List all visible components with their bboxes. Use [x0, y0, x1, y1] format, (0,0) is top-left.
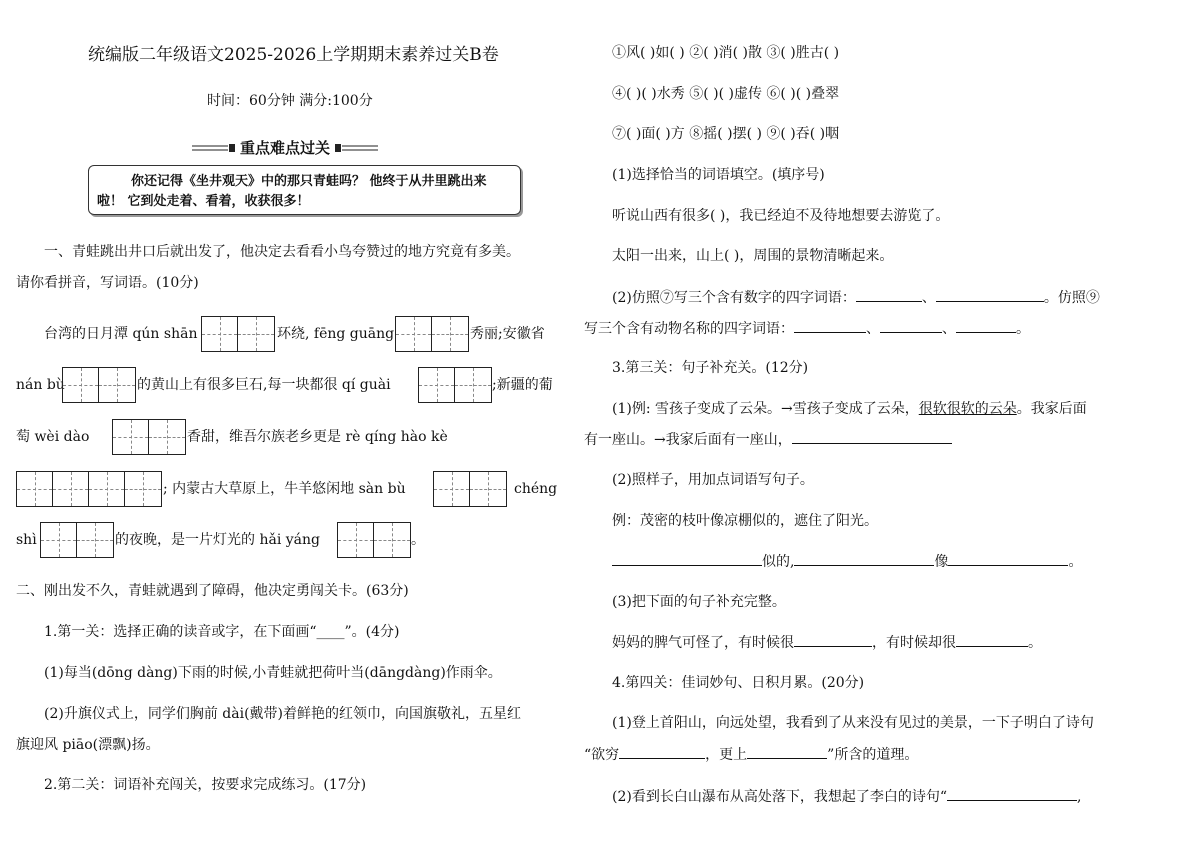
banner-title: 重点难点过关 [240, 139, 331, 157]
char-grid-1[interactable] [201, 316, 275, 352]
idiom-row-1: ①风( )如( ) ②( )消( )散 ③( )胜古( ) [612, 45, 840, 61]
imitate-prompt-2: 写三个含有动物名称的四字词语： [584, 321, 794, 337]
q4-item-1-cont [584, 744, 918, 765]
char-grid-2[interactable] [395, 316, 469, 352]
q2-s1-item-1: (1)每当(dōng dàng)下雨的时候,小青蛙就把荷叶当(dāngdàng)作雨伞。 [44, 665, 502, 681]
period: 。 [1068, 554, 1083, 570]
q1-line-4b: chéng [514, 481, 558, 497]
q4-item-1: (1)登上首阳山，向远处望，我看到了从来没有见过的美景，一下子明白了诗句 [612, 715, 1094, 731]
q1-line-5b: 的夜晚，是一片灯光的 hǎi yáng [115, 532, 320, 548]
left-column [0, 0, 575, 848]
q4-quote-a: “欲穷 [584, 747, 620, 763]
imitate-prompt-1: (2)仿照⑦写三个含有数字的四字词语： [612, 290, 856, 306]
idiom-row-2: ④( )( )水秀 ⑤( )( )虚传 ⑥( )( )叠翠 [612, 86, 840, 102]
q3-s3-c: 。 [1028, 635, 1042, 651]
char-grid-7[interactable] [433, 471, 507, 507]
imitate-end-1: 。仿照⑨ [1043, 290, 1100, 306]
q1-line-3b: 香甜，维吾尔族老乡更是 rè qíng hào kè [187, 429, 448, 445]
answer-blank[interactable] [794, 632, 872, 647]
q1-line-2c: ;新疆的葡 [492, 377, 553, 393]
answer-blank[interactable] [956, 318, 1016, 333]
xiang-word: 像 [934, 554, 949, 570]
q3-item-3-sentence [612, 632, 1042, 653]
answer-blank[interactable] [747, 744, 827, 759]
imitate-line-2 [584, 318, 1030, 339]
q3-example-underlined: 很软很软的云朵 [918, 401, 1017, 417]
q1-heading: 一、青蛙跳出井口后就出发了，他决定去看看小鸟夸赞过的地方究竟有多美。 [44, 244, 520, 260]
separator: 、 [921, 290, 936, 306]
answer-blank[interactable] [794, 318, 866, 333]
char-grid-6[interactable] [16, 471, 162, 507]
char-grid-4[interactable] [418, 367, 492, 403]
answer-blank[interactable] [856, 287, 922, 302]
separator: 、 [866, 321, 880, 337]
q1-line-2b: 的黄山上有很多巨石,每一块都很 qí guài [137, 377, 391, 393]
q3-s3-a: 妈妈的脾气可怪了，有时候很 [612, 635, 794, 651]
q1-line-1c: 秀丽;安徽省 [470, 326, 545, 342]
q1-line-2a: nán bù [16, 377, 65, 393]
q2-heading: 二、刚出发不久，青蛙就遇到了障碍，他决定勇闯关卡。(63分) [16, 583, 409, 599]
answer-blank[interactable] [880, 318, 942, 333]
q1-line-1b: 环绕, fēng guāng [277, 326, 395, 342]
answer-blank[interactable] [936, 287, 1044, 302]
char-grid-5[interactable] [112, 419, 186, 455]
answer-blank[interactable] [948, 551, 1068, 566]
answer-blank[interactable] [619, 744, 705, 759]
q3-heading: 3.第三关：句子补充关。(12分) [612, 360, 809, 376]
q3-example-line [612, 399, 1087, 419]
q4-quote-c: ”所含的道理。 [827, 747, 919, 763]
q4-item-2 [612, 786, 1081, 807]
q3-s3-b: ，有时候却很 [872, 635, 956, 651]
answer-blank[interactable] [956, 632, 1028, 647]
q2-section-1: 1.第一关：选择正确的读音或字，在下面画“____”。(4分) [44, 624, 400, 640]
answer-blank[interactable] [612, 551, 762, 566]
q1-line-1a: 台湾的日月潭 qún shān [44, 326, 198, 342]
answer-blank[interactable] [794, 551, 934, 566]
answer-blank[interactable] [792, 429, 952, 444]
page-title: 统编版二年级语文2025-2026上学期期末素养过关B卷 [88, 45, 499, 65]
right-column [584, 0, 1200, 848]
char-grid-3[interactable] [62, 367, 136, 403]
char-grid-9[interactable] [337, 522, 411, 558]
q2-s1-item-2: (2)升旗仪式上，同学们胸前 dài(戴带)着鲜艳的红领巾，向国旗敬礼，五星红 [44, 706, 521, 722]
char-grid-8[interactable] [40, 522, 114, 558]
answer-blank[interactable] [947, 786, 1077, 801]
q2-section-2: 2.第二关：词语补充闯关，按要求完成练习。(17分) [44, 777, 367, 793]
time-info: 时间：60分钟 满分:100分 [207, 93, 373, 109]
q3-item-2: (2)照样子，用加点词语写句子。 [612, 472, 814, 488]
separator: 、 [942, 321, 956, 337]
q2-s1-item-2-cont: 旗迎风 piāo(漂飘)扬。 [16, 737, 160, 753]
q1-line-4a: ; 内蒙古大草原上，牛羊悠闲地 sàn bù [163, 481, 406, 497]
fill-sentence-1: 听说山西有很多( )，我已经迫不及待地想要去游览了。 [612, 208, 950, 224]
q3-item-3: (3)把下面的句子补充完整。 [612, 594, 786, 610]
intro-box: 你还记得《坐井观天》中的那只青蛙吗？ 他终于从井里跳出来啦！ 它到处走着、看着，收获很多！ [88, 165, 521, 215]
fill-instruction: (1)选择恰当的词语填空。(填序号) [612, 167, 825, 183]
like-word: 似的, [762, 554, 795, 570]
section-banner [190, 138, 380, 160]
q4-item-2-end: , [1077, 789, 1082, 805]
idiom-row-3: ⑦( )面( )方 ⑧摇( )摆( ) ⑨( )吞( )咽 [612, 126, 840, 142]
imitate-end-2: 。 [1016, 321, 1030, 337]
q4-quote-b: ，更上 [705, 747, 748, 763]
q3-item-2-example: 例：茂密的枝叶像凉棚似的，遮住了阳光。 [612, 513, 878, 529]
q3-item-2-answer [612, 551, 1082, 572]
q4-heading: 4.第四关：佳词妙句、日积月累。(20分) [612, 675, 865, 691]
q1-line-3a: 萄 wèi dào [16, 429, 90, 445]
q3-item-1 [584, 429, 952, 450]
imitate-line-1 [612, 287, 1100, 308]
q3-example-a: (1)例: 雪孩子变成了云朵。→雪孩子变成了云朵， [612, 401, 919, 417]
q3-example-b: 。我家后面 [1016, 401, 1087, 417]
q3-item-1-text: 有一座山。→我家后面有一座山， [584, 432, 792, 448]
q1-line-5c: 。 [411, 532, 425, 548]
q4-item-2-text: (2)看到长白山瀑布从高处落下，我想起了李白的诗句“ [612, 789, 947, 805]
q1-heading-2: 请你看拼音，写词语。(10分) [16, 275, 199, 291]
q1-line-5a: shì [16, 532, 37, 548]
fill-sentence-2: 太阳一出来，山上( )，周围的景物清晰起来。 [612, 248, 894, 264]
